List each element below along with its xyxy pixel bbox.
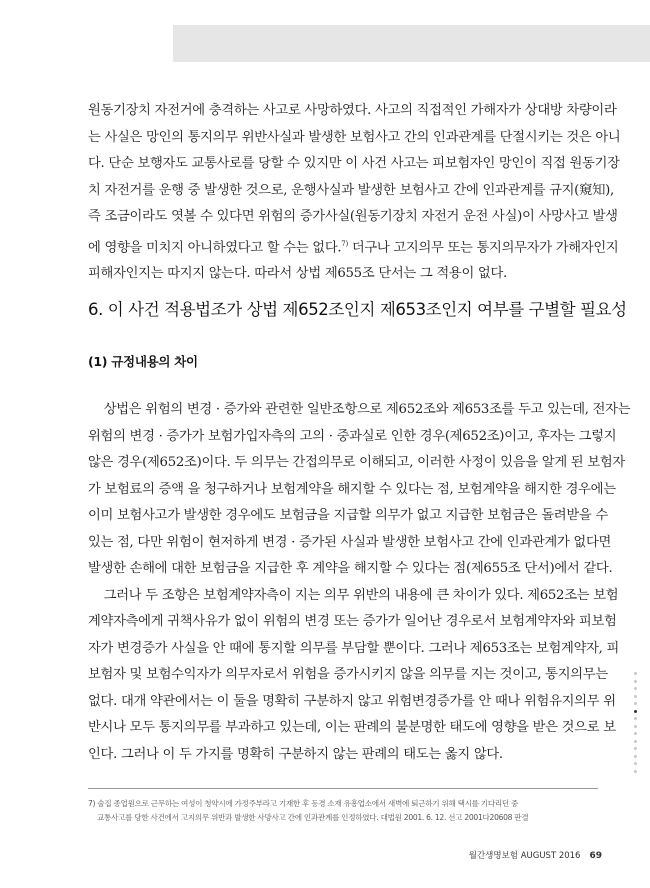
- indicator-dot: [634, 747, 637, 750]
- text-line: [88, 231, 619, 262]
- indicator-dot: [634, 672, 637, 675]
- indicator-dot: [634, 717, 637, 720]
- indicator-dot: [634, 680, 637, 683]
- text-line: 없다. 대개 약관에서는 이 둘을 명확히 구분하지 않고 위험변경증가를 안 때나 위험유지의무 위: [88, 693, 616, 709]
- page-position-indicator: [632, 672, 638, 777]
- indicator-dot: [634, 755, 637, 758]
- publication-name: 월간생명보험 AUGUST 2016: [468, 851, 581, 861]
- footnote-divider: [88, 788, 598, 789]
- text-line: 이미 보험사고가 발생한 경우에도 보험금을 지급할 의무가 없고 지급한 보험금은 돌려받을 수: [88, 508, 608, 523]
- page-footer: [469, 849, 602, 861]
- footnote-line: 7) 술집 종업원으로 근무하는 여성이 청약시에 가정주부라고 기재한 후 동경 소재 유흥업소에서 새벽에 퇴근하기 위해 택시를 기다리던 중: [88, 799, 519, 808]
- indicator-dot: [634, 725, 637, 728]
- text-line: 상법은 위험의 변경 · 증가와 관련한 일반조항으로 제652조와 제653조를 두고 있는데, 전자는: [88, 402, 631, 417]
- text-line: 원동기장치 자전거에 충격하는 사고로 사망하였다. 사고의 직접적인 가해자가 상대방 차량이라: [88, 103, 617, 118]
- sub-heading: (1) 규정내용의 차이: [88, 354, 198, 369]
- text-segment: 에 영향을 미치지 아니하였다고 할 수는 없다.: [88, 239, 342, 255]
- indicator-dot: [634, 695, 637, 698]
- text-line: 인다. 그러나 이 두 가지를 명확히 구분하지 않는 판례의 태도는 옳지 않다.: [88, 746, 503, 762]
- text-line: 그러나 두 조항은 보험계약자측이 지는 의무 위반의 내용에 큰 차이가 있다. 제652조는 보험: [88, 587, 619, 603]
- text-line: 다. 단순 보행자도 교통사로를 당할 수 있지만 이 사건 사고는 피보험자인 망인이 직접 원동기장: [88, 156, 620, 171]
- indicator-dot: [634, 732, 637, 735]
- indicator-dot: [634, 740, 637, 743]
- text-line: 치 자전거를 운행 중 발생한 것으로, 운행사실과 발생한 보험사고 간에 인과관계를 규지(窺知),: [88, 182, 614, 198]
- section-heading: 6. 이 사건 적용법조가 상법 제652조인지 제653조인지 여부를 구별할 필요성: [88, 300, 627, 319]
- text-line: 자가 변경증가 사실을 안 때에 통지할 의무를 부담할 뿐이다. 그러나 제653조는 보험계약자, 피: [88, 640, 620, 656]
- paragraph-body: [88, 397, 631, 768]
- text-line: 보험자 및 보험수익자가 의무자로서 위험을 증가시키지 않을 의무를 지는 것이고, 통지의무는: [88, 667, 608, 682]
- indicator-dot-active: [634, 710, 637, 713]
- text-line: 위험의 변경 · 증가가 보험가입자측의 고의 · 중과실로 인한 경우(제652조)이고, 후자는 그렇지: [88, 428, 617, 444]
- paragraph-continued: [88, 98, 621, 288]
- text-line: 있는 점, 다만 위험이 현저하게 변경 · 증가된 사실과 발생한 보험사고 간에 인과관계가 없다면: [88, 534, 612, 550]
- indicator-dot: [634, 770, 637, 773]
- footnote-line: 교통사고를 당한 사건에서 고지의무 위반과 발생한 사망사고 간에 인과관계를 인정하였다. 대법원 2001. 6. 12. 선고 2001다20608 판결: [97, 813, 529, 822]
- indicator-dot: [634, 702, 637, 705]
- text-line: 즉 조금이라도 엿볼 수 있다면 위험의 증가사실(원동기장치 자전거 운전 사실)이 사망사고 발생: [88, 209, 618, 224]
- page-number: 69: [589, 851, 602, 861]
- text-line: 발생한 손해에 대한 보험금을 지급한 후 계약을 해지할 수 있다는 점(제655조 단서)에서 같다.: [88, 561, 613, 576]
- text-line: 가 보험료의 증액 을 청구하거나 보험계약을 해지할 수 있다는 점, 보험계약을 해지한 경우에는: [88, 481, 616, 497]
- indicator-dot: [634, 687, 637, 690]
- footnote-reference[interactable]: 7): [341, 239, 348, 248]
- header-band: [173, 25, 650, 62]
- text-line: 계약자측에게 귀책사유가 없이 위험의 변경 또는 증가가 일어난 경우로서 보험계약자와 피보험: [88, 614, 617, 629]
- text-line: 않은 경우(제652조)이다. 두 의무는 간접의무로 이해되고, 이러한 사정이 있음을 알게 된 보험자: [88, 455, 625, 470]
- text-line: 반시나 모두 통지의무를 부과하고 있는데, 이는 판례의 불분명한 태도에 영향을 받은 것으로 보: [88, 720, 616, 735]
- indicator-dot: [634, 762, 637, 765]
- text-line: 피해자인지는 따지지 않는다. 따라서 상법 제655조 단서는 그 적용이 없다.: [88, 266, 507, 282]
- text-line: 는 사실은 망인의 통지의무 위반사실과 발생한 보험사고 간의 인과관계를 단절시키는 것은 아니: [88, 129, 621, 145]
- text-segment: 더구나 고지의무 또는 통지의무자가 가해자인지: [347, 239, 619, 255]
- footnote: [88, 797, 608, 825]
